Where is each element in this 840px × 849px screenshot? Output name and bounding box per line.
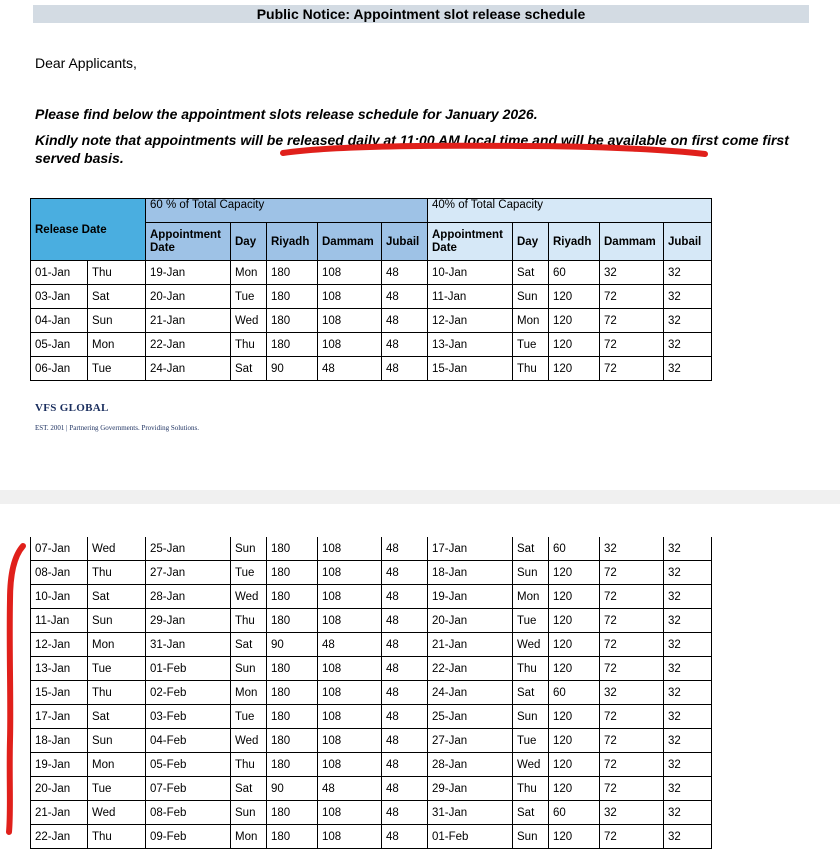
table-cell: 120	[549, 309, 600, 333]
schedule-table-continued	[30, 537, 712, 849]
table-cell: Sun	[88, 609, 146, 633]
table-cell: Wed	[231, 585, 267, 609]
table-cell: 108	[318, 801, 382, 825]
table-cell: Tue	[88, 357, 146, 381]
table-cell: Sat	[513, 261, 549, 285]
table-cell: 120	[549, 657, 600, 681]
table-cell: Sun	[513, 705, 549, 729]
table-cell: 120	[549, 357, 600, 381]
table-cell: 32	[664, 657, 712, 681]
table-cell: 28-Jan	[428, 753, 513, 777]
table-cell: Sat	[88, 705, 146, 729]
table-cell: 180	[267, 729, 318, 753]
table-cell: Thu	[88, 681, 146, 705]
table-cell: 180	[267, 333, 318, 357]
intro-line-1: Please find below the appointment slots release schedule for January 2026.	[35, 106, 538, 122]
table-cell: 120	[549, 585, 600, 609]
table-cell: Mon	[231, 261, 267, 285]
table-row	[31, 777, 712, 801]
table-cell: Wed	[513, 753, 549, 777]
table-cell: Sat	[88, 285, 146, 309]
table-cell: 48	[382, 357, 428, 381]
table-cell: 01-Jan	[31, 261, 88, 285]
table-cell: 72	[600, 285, 664, 309]
table-cell: 48	[382, 801, 428, 825]
table-cell: 72	[600, 333, 664, 357]
table-cell: Sat	[513, 537, 549, 561]
table-cell: 13-Jan	[31, 657, 88, 681]
table-cell: 180	[267, 537, 318, 561]
table-cell: 18-Jan	[31, 729, 88, 753]
table-cell: 180	[267, 609, 318, 633]
table-cell: 48	[318, 777, 382, 801]
table-cell: 32	[664, 705, 712, 729]
table-row	[31, 537, 712, 561]
table-cell: 09-Feb	[146, 825, 231, 849]
table-cell: 60	[549, 261, 600, 285]
table-row	[31, 801, 712, 825]
table-row	[31, 261, 712, 285]
table-cell: 07-Feb	[146, 777, 231, 801]
table-cell: 48	[382, 681, 428, 705]
table-cell: 32	[664, 357, 712, 381]
table-cell: Wed	[231, 309, 267, 333]
table-cell: 180	[267, 705, 318, 729]
table-cell: Tue	[231, 285, 267, 309]
table-cell: 32	[664, 753, 712, 777]
table-cell: 180	[267, 561, 318, 585]
table-cell: 108	[318, 705, 382, 729]
intro-line-2: Kindly note that appointments will be released daily at 11:00 AM local time and will be available on first come first served basis.	[35, 132, 789, 166]
table-cell: 32	[664, 261, 712, 285]
table-cell: Sun	[231, 657, 267, 681]
table-cell: 25-Jan	[146, 537, 231, 561]
table-cell: 120	[549, 729, 600, 753]
table-cell: 12-Jan	[428, 309, 513, 333]
table-cell: 11-Jan	[428, 285, 513, 309]
table-cell: 22-Jan	[428, 657, 513, 681]
table-cell: 72	[600, 657, 664, 681]
table-row	[31, 633, 712, 657]
table-cell: 21-Jan	[146, 309, 231, 333]
page-separator	[0, 490, 840, 504]
table-cell: 60	[549, 681, 600, 705]
table-cell: 48	[382, 825, 428, 849]
table-cell: 108	[318, 729, 382, 753]
table-cell: 180	[267, 753, 318, 777]
table-cell: 108	[318, 753, 382, 777]
table-cell: 31-Jan	[428, 801, 513, 825]
table-cell: 32	[664, 537, 712, 561]
table-cell: 13-Jan	[428, 333, 513, 357]
table-cell: Tue	[513, 609, 549, 633]
table-cell: 11-Jan	[31, 609, 88, 633]
table-row	[31, 753, 712, 777]
table-cell: Wed	[513, 633, 549, 657]
table-cell: 120	[549, 825, 600, 849]
table-cell: 48	[382, 285, 428, 309]
table-cell: 72	[600, 753, 664, 777]
table-cell: Tue	[231, 705, 267, 729]
table-cell: 108	[318, 681, 382, 705]
table-cell: 120	[549, 777, 600, 801]
table-cell: 31-Jan	[146, 633, 231, 657]
table-cell: 32	[664, 585, 712, 609]
table-cell: Thu	[88, 561, 146, 585]
table-cell: Sun	[231, 537, 267, 561]
table-cell: 72	[600, 705, 664, 729]
table-cell: 04-Feb	[146, 729, 231, 753]
table-cell: 18-Jan	[428, 561, 513, 585]
table-cell: 48	[382, 729, 428, 753]
table-cell: 108	[318, 261, 382, 285]
table-cell: 32	[664, 609, 712, 633]
table-cell: 48	[382, 537, 428, 561]
table-cell: 48	[318, 357, 382, 381]
table-cell: Wed	[231, 729, 267, 753]
table-cell: Tue	[513, 333, 549, 357]
header-riyadh: Riyadh	[267, 223, 318, 261]
table-cell: 29-Jan	[428, 777, 513, 801]
header-dammam: Dammam	[600, 223, 664, 261]
table-cell: 108	[318, 309, 382, 333]
table-cell: 120	[549, 285, 600, 309]
table-cell: 108	[318, 333, 382, 357]
table-row	[31, 309, 712, 333]
schedule-table	[30, 198, 712, 381]
table-cell: 180	[267, 585, 318, 609]
table-cell: 22-Jan	[31, 825, 88, 849]
table-cell: 48	[382, 333, 428, 357]
table-row	[31, 705, 712, 729]
table-cell: 24-Jan	[428, 681, 513, 705]
table-cell: 17-Jan	[428, 537, 513, 561]
table-cell: 32	[664, 333, 712, 357]
table-cell: 20-Jan	[428, 609, 513, 633]
table-cell: 120	[549, 753, 600, 777]
table-cell: 21-Jan	[428, 633, 513, 657]
table-cell: 72	[600, 609, 664, 633]
table-row	[31, 825, 712, 849]
table-cell: 48	[382, 705, 428, 729]
table-cell: 24-Jan	[146, 357, 231, 381]
table-cell: Sat	[88, 585, 146, 609]
table-cell: Sun	[88, 729, 146, 753]
table-cell: 180	[267, 825, 318, 849]
table-cell: 05-Feb	[146, 753, 231, 777]
table-cell: Mon	[513, 585, 549, 609]
table-cell: 17-Jan	[31, 705, 88, 729]
table-cell: Tue	[231, 561, 267, 585]
table-cell: 90	[267, 777, 318, 801]
table-cell: 10-Jan	[31, 585, 88, 609]
table-cell: 180	[267, 801, 318, 825]
table-cell: 32	[600, 261, 664, 285]
table-cell: Thu	[231, 333, 267, 357]
table-cell: 48	[382, 657, 428, 681]
table-cell: 22-Jan	[146, 333, 231, 357]
table-cell: Mon	[88, 333, 146, 357]
table-cell: Sat	[231, 633, 267, 657]
header-release-date: Release Date	[31, 199, 146, 261]
table-cell: 90	[267, 633, 318, 657]
table-cell: Sat	[231, 777, 267, 801]
table-cell: Wed	[88, 537, 146, 561]
table-cell: Thu	[88, 825, 146, 849]
table-cell: 32	[664, 681, 712, 705]
table-cell: 72	[600, 633, 664, 657]
header-jubail: Jubail	[664, 223, 712, 261]
table-cell: 21-Jan	[31, 801, 88, 825]
intro-text	[35, 106, 815, 167]
header-40-percent: 40% of Total Capacity	[428, 199, 712, 223]
greeting: Dear Applicants,	[35, 55, 137, 71]
table-cell: 180	[267, 309, 318, 333]
table-cell: 15-Jan	[428, 357, 513, 381]
red-bracket-annotation	[9, 546, 23, 832]
table-cell: Sun	[231, 801, 267, 825]
header-day: Day	[513, 223, 549, 261]
table-cell: 48	[382, 309, 428, 333]
header-day: Day	[231, 223, 267, 261]
table-cell: 03-Jan	[31, 285, 88, 309]
table-cell: 32	[664, 285, 712, 309]
table-cell: 72	[600, 309, 664, 333]
table-cell: 08-Feb	[146, 801, 231, 825]
table-row	[31, 681, 712, 705]
table-cell: 15-Jan	[31, 681, 88, 705]
table-cell: 120	[549, 705, 600, 729]
table-cell: 60	[549, 801, 600, 825]
table-cell: 25-Jan	[428, 705, 513, 729]
table-cell: 06-Jan	[31, 357, 88, 381]
table-cell: Mon	[88, 753, 146, 777]
table-cell: 108	[318, 561, 382, 585]
table-cell: 180	[267, 657, 318, 681]
table-cell: Mon	[88, 633, 146, 657]
table-cell: Wed	[88, 801, 146, 825]
header-60-percent: 60 % of Total Capacity	[146, 199, 428, 223]
table-cell: 32	[600, 801, 664, 825]
table-cell: 19-Jan	[146, 261, 231, 285]
table-cell: 108	[318, 585, 382, 609]
table-row	[31, 609, 712, 633]
table-cell: 48	[382, 585, 428, 609]
table-cell: 180	[267, 681, 318, 705]
table-cell: Thu	[513, 357, 549, 381]
table-row	[31, 285, 712, 309]
table-cell: 108	[318, 285, 382, 309]
table-cell: Sat	[513, 681, 549, 705]
table-cell: Sun	[513, 825, 549, 849]
table-cell: 32	[664, 309, 712, 333]
table-cell: 48	[382, 261, 428, 285]
table-cell: 32	[664, 825, 712, 849]
table-cell: Tue	[88, 657, 146, 681]
table-cell: 20-Jan	[31, 777, 88, 801]
table-cell: 108	[318, 825, 382, 849]
header-appointment-date: Appointment Date	[428, 223, 513, 261]
table-cell: 90	[267, 357, 318, 381]
table-cell: 72	[600, 561, 664, 585]
table-cell: 04-Jan	[31, 309, 88, 333]
table-cell: 120	[549, 333, 600, 357]
table-cell: Mon	[513, 309, 549, 333]
table-cell: 32	[600, 537, 664, 561]
table-cell: 48	[318, 633, 382, 657]
table-cell: 48	[382, 609, 428, 633]
table-row	[31, 585, 712, 609]
table-cell: 120	[549, 561, 600, 585]
table-cell: Thu	[513, 777, 549, 801]
table-cell: Tue	[513, 729, 549, 753]
table-cell: Tue	[88, 777, 146, 801]
table-cell: Thu	[231, 753, 267, 777]
table-cell: 28-Jan	[146, 585, 231, 609]
table-cell: 180	[267, 285, 318, 309]
table-cell: Sun	[513, 561, 549, 585]
table-row	[31, 333, 712, 357]
table-cell: 48	[382, 753, 428, 777]
notice-title: Public Notice: Appointment slot release schedule	[33, 5, 809, 23]
table-cell: 02-Feb	[146, 681, 231, 705]
table-cell: Mon	[231, 681, 267, 705]
table-cell: 27-Jan	[428, 729, 513, 753]
table-cell: 72	[600, 729, 664, 753]
table-cell: Thu	[88, 261, 146, 285]
table-cell: 72	[600, 777, 664, 801]
header-dammam: Dammam	[318, 223, 382, 261]
table-row	[31, 561, 712, 585]
table-cell: 108	[318, 609, 382, 633]
table-cell: 32	[664, 633, 712, 657]
table-cell: 48	[382, 561, 428, 585]
table-cell: 01-Feb	[146, 657, 231, 681]
vfs-tagline: EST. 2001 | Partnering Governments. Providing Solutions.	[35, 424, 200, 432]
table-cell: 32	[664, 561, 712, 585]
table-cell: 120	[549, 609, 600, 633]
table-cell: 29-Jan	[146, 609, 231, 633]
table-cell: 32	[664, 777, 712, 801]
table-cell: 03-Feb	[146, 705, 231, 729]
table-cell: Mon	[231, 825, 267, 849]
table-cell: 27-Jan	[146, 561, 231, 585]
table-cell: 48	[382, 777, 428, 801]
table-cell: 12-Jan	[31, 633, 88, 657]
table-cell: Sat	[513, 801, 549, 825]
table-cell: 120	[549, 633, 600, 657]
table-cell: 10-Jan	[428, 261, 513, 285]
table-cell: 01-Feb	[428, 825, 513, 849]
table-cell: 108	[318, 657, 382, 681]
table-cell: 08-Jan	[31, 561, 88, 585]
table-cell: 19-Jan	[428, 585, 513, 609]
table-cell: Thu	[231, 609, 267, 633]
table-cell: 72	[600, 825, 664, 849]
table-cell: 32	[664, 801, 712, 825]
table-cell: 20-Jan	[146, 285, 231, 309]
header-riyadh: Riyadh	[549, 223, 600, 261]
table-row	[31, 357, 712, 381]
table-cell: 60	[549, 537, 600, 561]
table-cell: 72	[600, 585, 664, 609]
table-cell: Sat	[231, 357, 267, 381]
table-cell: 32	[664, 729, 712, 753]
table-cell: 72	[600, 357, 664, 381]
table-row	[31, 657, 712, 681]
vfs-logo-text: VFS GLOBAL	[35, 402, 109, 414]
table-cell: Sun	[513, 285, 549, 309]
table-cell: 180	[267, 261, 318, 285]
table-cell: 108	[318, 537, 382, 561]
table-cell: 07-Jan	[31, 537, 88, 561]
table-cell: Thu	[513, 657, 549, 681]
header-appointment-date: Appointment Date	[146, 223, 231, 261]
table-cell: 32	[600, 681, 664, 705]
table-row	[31, 729, 712, 753]
table-cell: 05-Jan	[31, 333, 88, 357]
table-cell: Sun	[88, 309, 146, 333]
table-cell: 19-Jan	[31, 753, 88, 777]
table-cell: 48	[382, 633, 428, 657]
header-jubail: Jubail	[382, 223, 428, 261]
